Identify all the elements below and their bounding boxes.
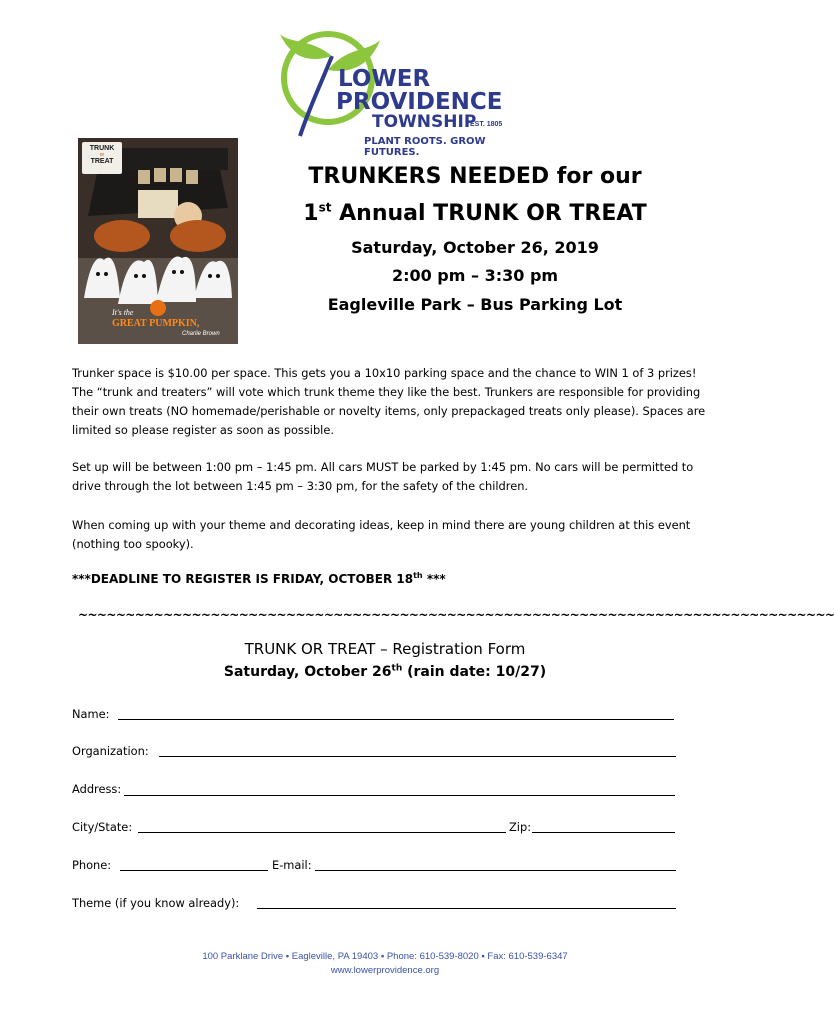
email-label: E-mail:: [272, 858, 312, 872]
township-logo: [270, 26, 510, 158]
poster-caption-its-the: It's the: [112, 308, 134, 317]
trunk-or-treat-poster-image: [78, 138, 238, 344]
logo-tagline: PLANT ROOTS. GROW FUTURES.: [364, 136, 486, 158]
event-date: Saturday, October 26, 2019: [351, 238, 599, 257]
poster-caption-great-pumpkin: GREAT PUMPKIN,: [112, 318, 200, 329]
organization-field[interactable]: [159, 756, 676, 757]
phone-field[interactable]: [120, 870, 268, 871]
city-state-label: City/State:: [72, 820, 133, 834]
pricing-paragraph: Trunker space is $10.00 per space. This gets you a 10x10 parking space and the chance to WIN 1 of 3 prizes! The “trunk and treaters” will vote which trunk theme they like the best. Trunkers are responsible for providing their own treats (NO homemade/perishable or novelty items, only prepackaged treats only please). Spaces are limited so please register as soon as possible.: [72, 366, 706, 437]
separator-line: ~~~~~~~~~~~~~~~~~~~~~~~~~~~~~~~~~~~~~~~~~~~~~~~~~~~~~~~~~~~~~~~~~~~~~~~~~~~~~~~~: [78, 608, 834, 622]
poster-caption-charlie-brown: Charlie Brown: [182, 331, 220, 337]
footer-website-link[interactable]: www.lowerprovidence.org: [330, 965, 440, 976]
form-subtitle-suffix: th: [391, 663, 403, 674]
event-time: 2:00 pm – 3:30 pm: [391, 266, 559, 285]
email-field[interactable]: [315, 870, 676, 871]
poster-badge-bottom: TREAT: [90, 158, 114, 165]
zip-field[interactable]: [532, 832, 675, 833]
phone-label: Phone:: [72, 858, 112, 872]
city-state-field[interactable]: [138, 832, 506, 833]
poster-badge: [82, 142, 122, 174]
address-label: Address:: [72, 782, 122, 796]
headline-annual-event: [280, 201, 670, 226]
deadline-text: ***DEADLINE TO REGISTER IS FRIDAY, OCTOBER 18: [72, 572, 414, 586]
footer-contact: 100 Parklane Drive ▪ Eagleville, PA 19403 ▪ Phone: 610-539-8020 ▪ Fax: 610-539-6347: [202, 951, 568, 962]
form-title: TRUNK OR TREAT – Registration Form: [244, 640, 526, 658]
theme-label: Theme (if you know already):: [72, 896, 240, 910]
deadline-end: ***: [422, 572, 446, 586]
poster-badge-top: TRUNK: [89, 145, 115, 152]
name-field[interactable]: [118, 719, 674, 720]
form-subtitle-rain-date: (rain date: 10/27): [402, 664, 547, 680]
theme-paragraph: When coming up with your theme and decorating ideas, keep in mind there are young children at this event (nothing too spooky).: [72, 518, 691, 551]
headline-ordinal: 1: [303, 201, 319, 226]
deadline-suffix: th: [413, 571, 423, 580]
registration-deadline: [72, 572, 446, 586]
theme-field[interactable]: [257, 908, 676, 909]
address-field[interactable]: [124, 795, 675, 796]
logo-est: EST. 1805: [470, 121, 503, 128]
name-label: Name:: [72, 707, 110, 721]
logo-text-township: TOWNSHIP: [372, 112, 477, 132]
headline-event-name: Annual TRUNK OR TREAT: [331, 201, 647, 226]
poster-badge-mid: or: [99, 152, 105, 158]
headline-trunkers-needed: TRUNKERS NEEDED for our: [308, 164, 642, 189]
logo-text-lower: LOWER: [338, 66, 431, 92]
zip-label: Zip:: [509, 820, 532, 834]
logo-text-providence: PROVIDENCE: [336, 89, 503, 115]
setup-paragraph: Set up will be between 1:00 pm – 1:45 pm. All cars MUST be parked by 1:45 pm. No cars will be permitted to drive through the lot between 1:45 pm – 3:30 pm, for the safety of the children.: [72, 460, 694, 493]
organization-label: Organization:: [72, 744, 149, 758]
headline-ordinal-suffix: st: [318, 200, 332, 215]
form-subtitle: [180, 664, 590, 680]
event-location: Eagleville Park – Bus Parking Lot: [327, 295, 623, 314]
form-subtitle-date: Saturday, October 26: [223, 664, 392, 680]
